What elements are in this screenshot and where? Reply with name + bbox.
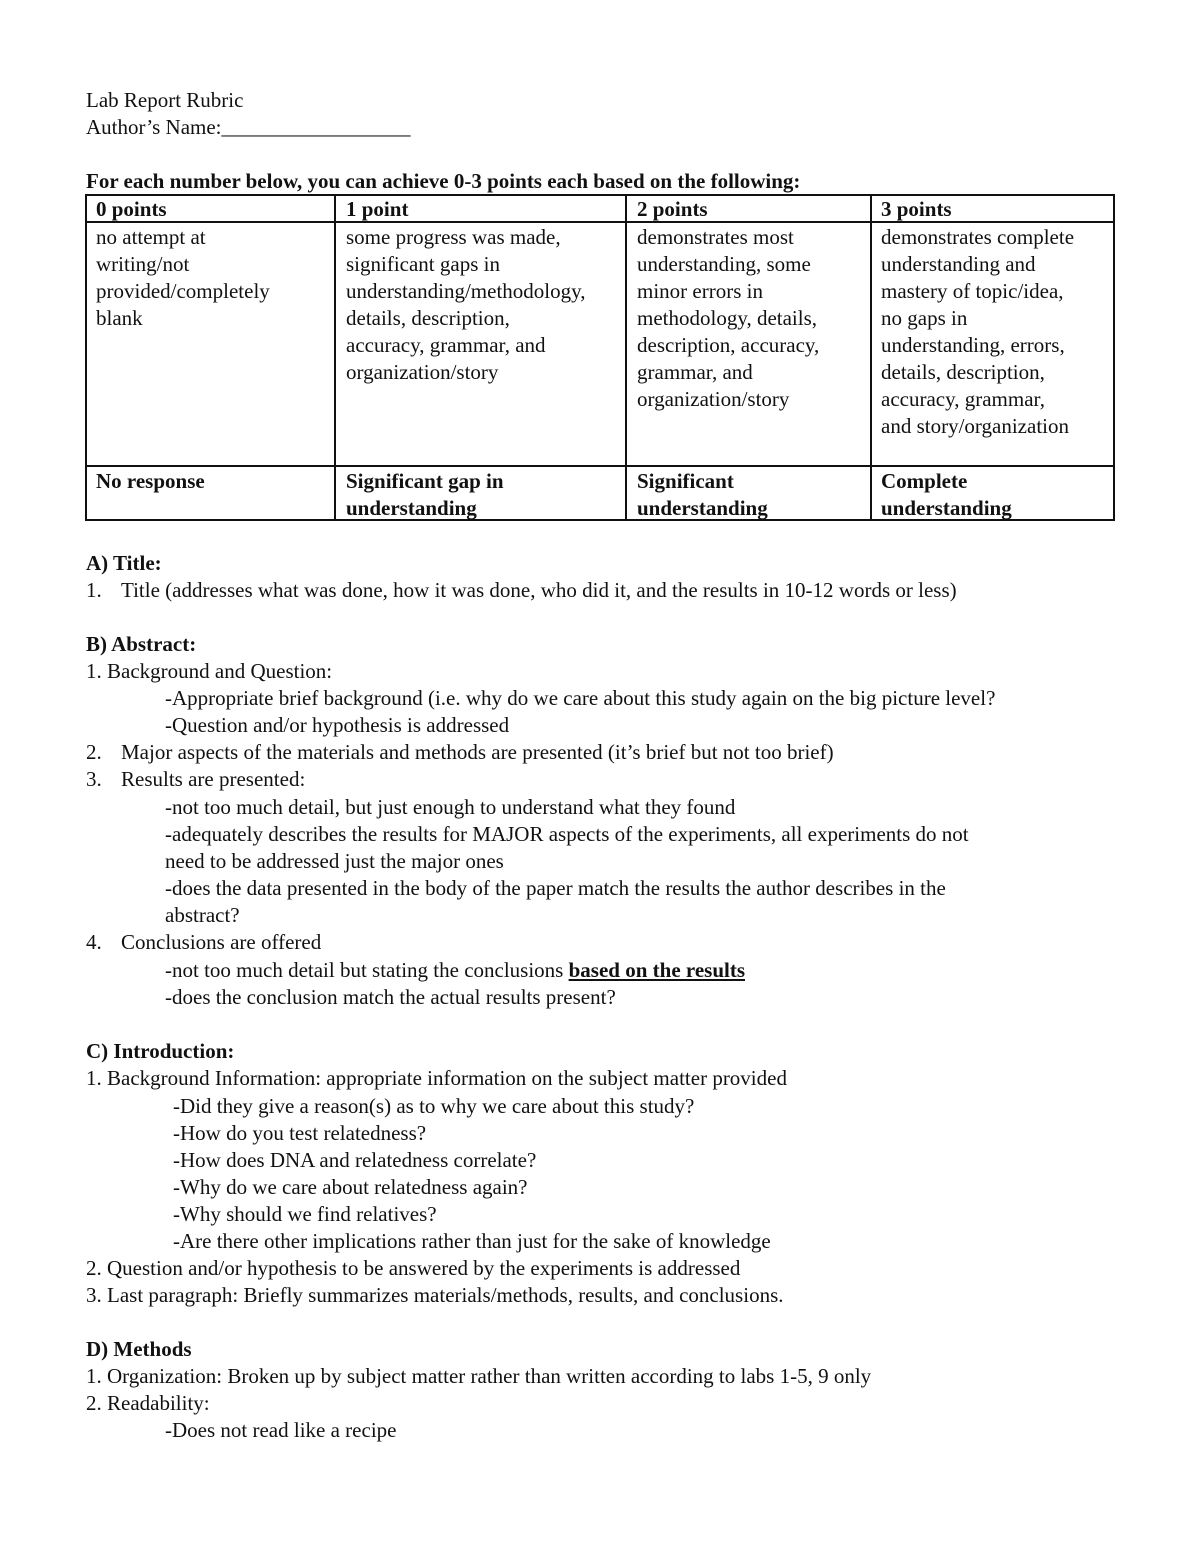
column-heading: 2 points: [637, 197, 708, 221]
column-description: no attempt at writing/not provided/completely blank: [96, 225, 270, 330]
document-title: Lab Report Rubric: [86, 88, 244, 112]
column-description: demonstrates most understanding, some minor errors in methodology, details, description, accuracy, grammar, and organization/story: [637, 225, 820, 411]
section-heading-title: A) Title:: [86, 551, 162, 575]
list-subitem: -does the data presented in the body of the paper match the results the author describes in the: [165, 876, 946, 900]
list-subitem: -not too much detail, but just enough to understand what they found: [165, 795, 736, 819]
list-subitem: -Question and/or hypothesis is addressed: [165, 713, 510, 737]
list-item: 2. Question and/or hypothesis to be answered by the experiments is addressed: [86, 1256, 741, 1280]
column-description: demonstrates complete understanding and mastery of topic/idea, no gaps in understanding, errors, details, description, accuracy, grammar, and story/organization: [881, 225, 1075, 438]
column-rating: Significant understanding: [637, 469, 768, 520]
column-description: some progress was made, significant gaps in understanding/methodology, details, description, accuracy, grammar, and organization/story: [346, 225, 586, 384]
list-subitem: -adequately describes the results for MAJOR aspects of the experiments, all experiments do not: [165, 822, 969, 846]
list-item: Major aspects of the materials and methods are presented (it’s brief but not too brief): [121, 740, 834, 764]
list-item: Results are presented:: [121, 767, 306, 791]
section-heading-methods: D) Methods: [86, 1337, 192, 1361]
list-number: 4.: [86, 930, 102, 954]
list-subitem: -Why should we find relatives?: [173, 1202, 437, 1226]
section-heading-introduction: C) Introduction:: [86, 1039, 235, 1063]
author-name-field: Author’s Name:__________________: [86, 115, 411, 139]
rubric-intro: For each number below, you can achieve 0-3 points each based on the following:: [86, 169, 801, 193]
list-subitem-continued: abstract?: [165, 903, 240, 927]
list-number: 2.: [86, 740, 102, 764]
column-heading: 0 points: [96, 197, 167, 221]
list-subitem: -does the conclusion match the actual results present?: [165, 985, 616, 1009]
table-divider: [334, 196, 336, 519]
list-item: 1. Background and Question:: [86, 659, 333, 683]
list-subitem: -Why do we care about relatedness again?: [173, 1175, 528, 1199]
list-subitem: -Are there other implications rather than just for the sake of knowledge: [173, 1229, 771, 1253]
table-divider: [87, 465, 1113, 467]
table-divider: [870, 196, 872, 519]
section-heading-abstract: B) Abstract:: [86, 632, 197, 656]
column-heading: 1 point: [346, 197, 409, 221]
list-subitem-continued: need to be addressed just the major ones: [165, 849, 504, 873]
list-subitem: -How do you test relatedness?: [173, 1121, 427, 1145]
list-number: 1.: [86, 578, 102, 602]
list-item: 3. Last paragraph: Briefly summarizes materials/methods, results, and conclusions.: [86, 1283, 784, 1307]
list-item: 2. Readability:: [86, 1391, 210, 1415]
column-rating: Significant gap in understanding: [346, 469, 504, 520]
list-subitem: -Does not read like a recipe: [165, 1418, 397, 1442]
rubric-table: [85, 194, 1115, 521]
list-subitem: -Appropriate brief background (i.e. why do we care about this study again on the big picture level?: [165, 686, 996, 710]
column-heading: 3 points: [881, 197, 952, 221]
column-rating: No response: [96, 469, 205, 493]
table-divider: [625, 196, 627, 519]
list-subitem: -Did they give a reason(s) as to why we care about this study?: [173, 1094, 695, 1118]
emphasis-text: based on the results: [568, 958, 745, 982]
list-item: Conclusions are offered: [121, 930, 322, 954]
column-rating: Complete understanding: [881, 469, 1012, 520]
list-item: Title (addresses what was done, how it was done, who did it, and the results in 10-12 words or less): [121, 578, 957, 602]
list-subitem: -not too much detail but stating the conclusions based on the results: [165, 958, 745, 982]
list-item: 1. Organization: Broken up by subject matter rather than written according to labs 1-5, 9 only: [86, 1364, 872, 1388]
list-subitem: -How does DNA and relatedness correlate?: [173, 1148, 537, 1172]
list-item: 1. Background Information: appropriate information on the subject matter provided: [86, 1066, 787, 1090]
list-number: 3.: [86, 767, 102, 791]
